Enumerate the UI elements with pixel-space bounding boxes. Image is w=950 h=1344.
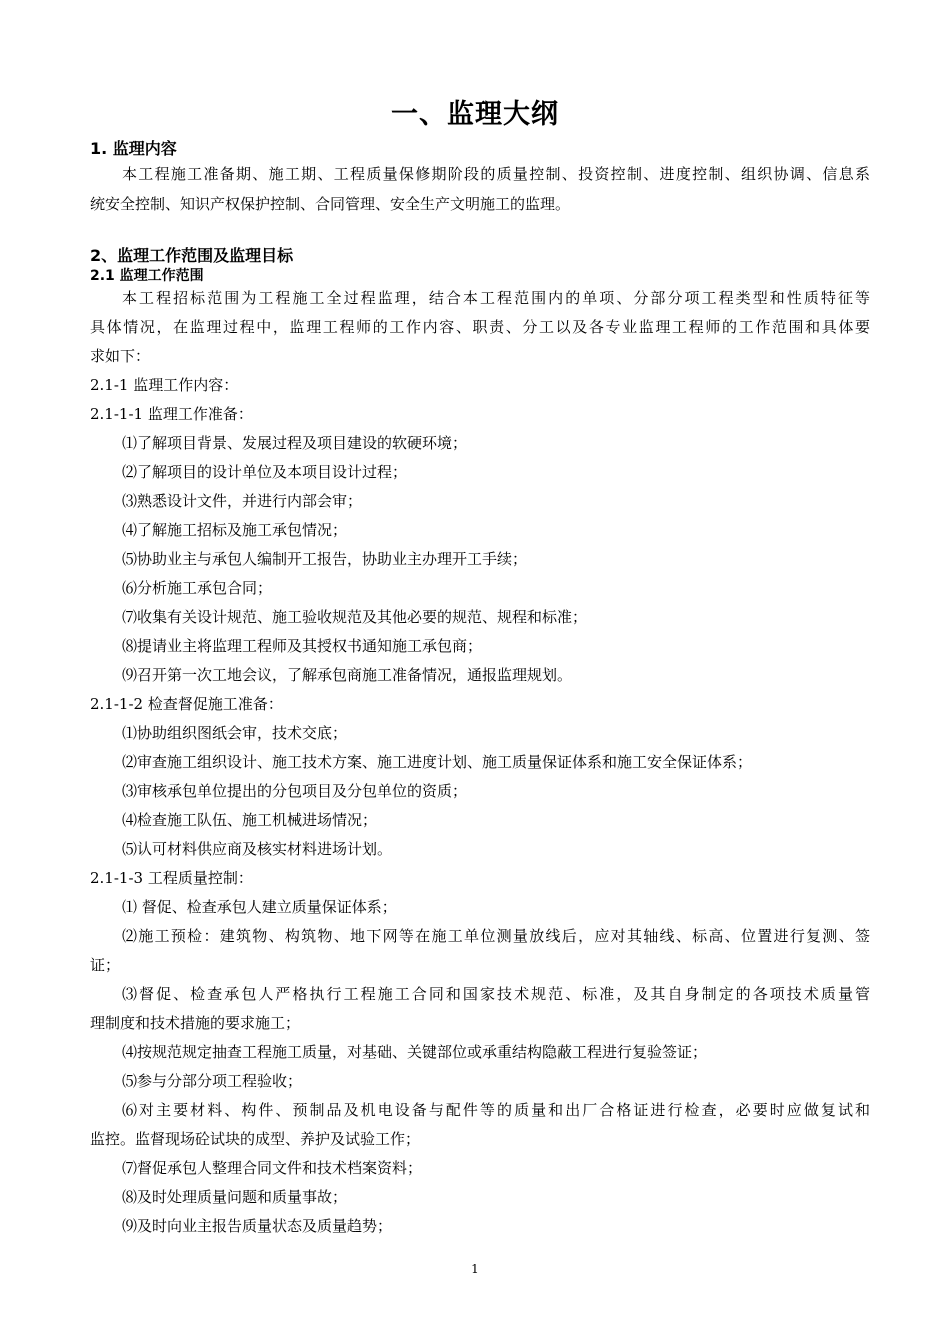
section-2-heading: 2、监理工作范围及监理目标: [90, 246, 294, 265]
check-item: ⑷检查施工队伍、施工机械进场情况；: [122, 811, 378, 829]
preparation-item: ⑷了解施工招标及施工承包情况；: [122, 521, 348, 539]
preparation-heading: 2.1-1-1 监理工作准备：: [90, 405, 253, 423]
quality-item: ⑺督促承包人整理合同文件和技术档案资料；: [122, 1159, 423, 1177]
page-number: 1: [471, 1262, 479, 1276]
section-2-1-intro-line-2: 具体情况，在监理过程中，监理工程师的工作内容、职责、分工以及各专业监理工程师的工作范围和具体要: [90, 318, 870, 336]
quality-item: ⑻及时处理质量问题和质量事故；: [122, 1188, 348, 1206]
preparation-item: ⑶熟悉设计文件，并进行内部会审；: [122, 492, 363, 510]
quality-item: ⑼及时向业主报告质量状态及质量趋势；: [122, 1217, 393, 1235]
preparation-item: ⑴了解项目背景、发展过程及项目建设的软硬环境；: [122, 434, 468, 452]
preparation-item: ⑼召开第一次工地会议，了解承包商施工准备情况，通报监理规划。: [122, 666, 573, 684]
quality-item-continuation: 监控。监督现场砼试块的成型、养护及试验工作；: [90, 1130, 421, 1148]
work-content-heading: 2.1-1 监理工作内容：: [90, 376, 239, 394]
preparation-item: ⑸协助业主与承包人编制开工报告，协助业主办理开工手续；: [122, 550, 528, 568]
section-2-1-intro-line-1: 本工程招标范围为工程施工全过程监理，结合本工程范围内的单项、分部分项工程类型和性质特征等: [122, 289, 870, 307]
document-title: 一、监理大纲: [391, 99, 559, 130]
quality-item-continuation: 证；: [90, 956, 121, 974]
section-1-heading: 1. 监理内容: [90, 139, 177, 158]
preparation-item: ⑻提请业主将监理工程师及其授权书通知施工承包商；: [122, 637, 483, 655]
quality-heading: 2.1-1-3 工程质量控制：: [90, 869, 253, 887]
check-item: ⑵审查施工组织设计、施工技术方案、施工进度计划、施工质量保证体系和施工安全保证体系；: [122, 753, 753, 771]
section-1-paragraph-line-1: 本工程施工准备期、施工期、工程质量保修期阶段的质量控制、投资控制、进度控制、组织协调、信息系: [122, 165, 870, 183]
preparation-item: ⑹分析施工承包合同；: [122, 579, 273, 597]
check-item: ⑶审核承包单位提出的分包项目及分包单位的资质；: [122, 782, 468, 800]
quality-item: ⑶督促、检查承包人严格执行工程施工合同和国家技术规范、标准，及其自身制定的各项技术质量管: [122, 985, 870, 1003]
quality-item-continuation: 理制度和技术措施的要求施工；: [90, 1014, 301, 1032]
preparation-item: ⑺收集有关设计规范、施工验收规范及其他必要的规范、规程和标准；: [122, 608, 588, 626]
preparation-item: ⑵了解项目的设计单位及本项目设计过程；: [122, 463, 408, 481]
check-item: ⑸认可材料供应商及核实材料进场计划。: [122, 840, 393, 858]
section-2-1-heading: 2.1 监理工作范围: [90, 268, 204, 284]
check-item: ⑴协助组织图纸会审，技术交底；: [122, 724, 348, 742]
check-heading: 2.1-1-2 检查督促施工准备：: [90, 695, 283, 713]
quality-item: ⑹对主要材料、构件、预制品及机电设备与配件等的质量和出厂合格证进行检查，必要时应做复试和: [122, 1101, 870, 1119]
quality-item: ⑷按规范规定抽查工程施工质量，对基础、关键部位或承重结构隐蔽工程进行复验签证；: [122, 1043, 708, 1061]
section-1-paragraph-line-2: 统安全控制、知识产权保护控制、合同管理、安全生产文明施工的监理。: [90, 195, 571, 213]
section-2-1-intro-line-3: 求如下：: [90, 347, 151, 365]
quality-item: ⑸参与分部分项工程验收；: [122, 1072, 303, 1090]
quality-item: ⑵施工预检：建筑物、构筑物、地下网等在施工单位测量放线后，应对其轴线、标高、位置进行复测、签: [122, 927, 870, 945]
quality-item: ⑴ 督促、检查承包人建立质量保证体系；: [122, 898, 397, 916]
